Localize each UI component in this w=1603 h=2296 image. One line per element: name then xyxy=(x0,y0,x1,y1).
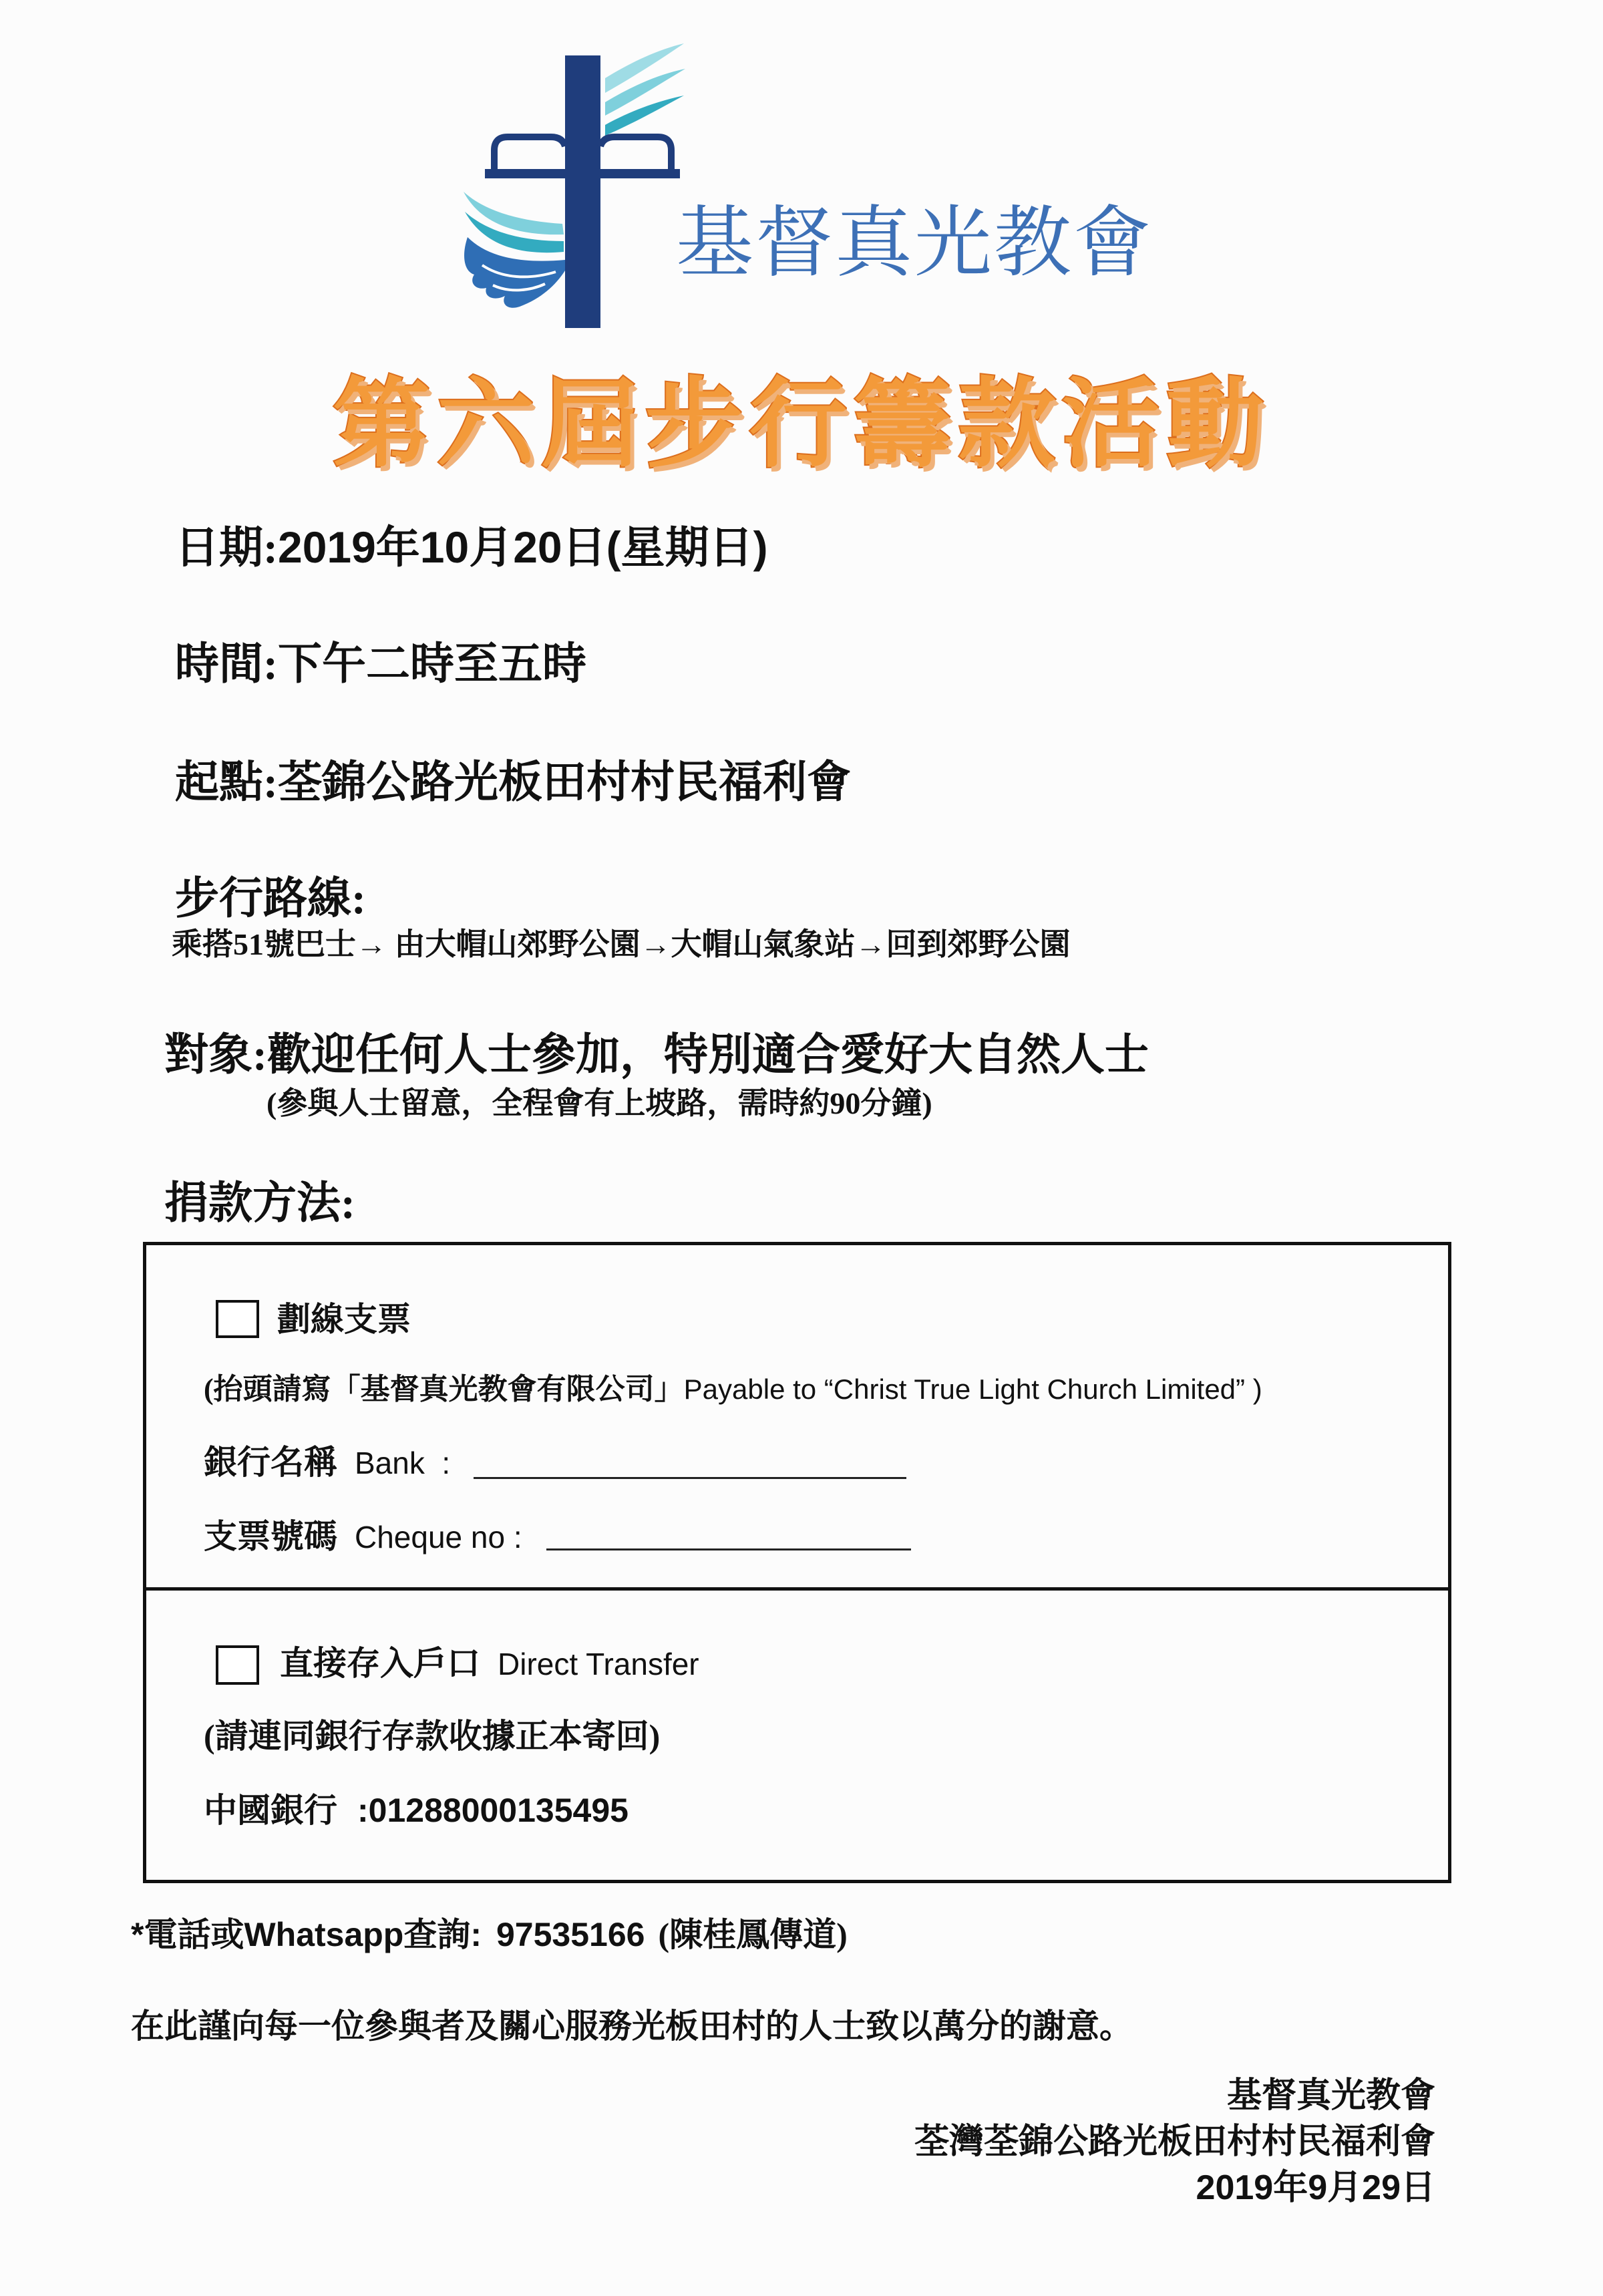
route-label: 步行路線: xyxy=(175,874,366,923)
cheque-no-blank[interactable] xyxy=(546,1528,911,1550)
audience-label: 對象: xyxy=(164,1031,267,1080)
transfer-checkbox[interactable] xyxy=(216,1645,259,1685)
bank-account-row xyxy=(204,1790,629,1830)
cheque-no-label-en: Cheque no : xyxy=(355,1520,522,1554)
bank-name-blank[interactable] xyxy=(474,1457,906,1479)
payable-line xyxy=(204,1372,1262,1408)
route-description: 乘搭51號巴士→ 由大帽山郊野公園→大帽山氣象站→回到郊野公園 xyxy=(172,927,1071,961)
cross-icon xyxy=(565,55,600,328)
bank-account-name: 中國銀行 xyxy=(204,1792,337,1829)
start-point-row xyxy=(175,756,851,809)
enquiry-phone: 97535166 xyxy=(496,1916,645,1953)
enquiry-row xyxy=(131,1915,848,1955)
date-value: 2019年10月20日(星期日) xyxy=(277,522,768,572)
transfer-label xyxy=(280,1643,699,1683)
transfer-note: (請連同銀行存款收據正本寄回) xyxy=(204,1717,661,1755)
cheque-no-row xyxy=(204,1516,522,1556)
thanks-message: 在此謹向每一位參與者及關心服務光板田村的人士致以萬分的謝意。 xyxy=(131,2007,1133,2045)
event-title: 第六屆步行籌款活動 xyxy=(333,367,1270,481)
transfer-label-en: Direct Transfer xyxy=(498,1647,699,1681)
payable-en: Payable to “Christ True Light Church Limited” ) xyxy=(683,1373,1262,1405)
donation-box-divider xyxy=(143,1587,1451,1591)
audience-row xyxy=(164,1029,1149,1082)
time-label: 時間: xyxy=(175,640,278,689)
date-row xyxy=(175,521,768,575)
signature-date: 2019年9月29日 xyxy=(1196,2168,1435,2207)
bank-name-label-cn: 銀行名稱 xyxy=(204,1444,337,1481)
enquiry-contact: (陳桂鳳傳道) xyxy=(658,1916,848,1953)
time-value: 下午二時至五時 xyxy=(277,640,586,689)
donation-heading: 捐款方法: xyxy=(164,1179,355,1228)
start-point-value: 荃錦公路光板田村村民福利會 xyxy=(277,758,851,807)
audience-value: 歡迎任何人士參加，特別適合愛好大自然人士 xyxy=(266,1031,1149,1080)
signature-org2: 荃灣荃錦公路光板田村村民福利會 xyxy=(914,2123,1435,2161)
dove-icon xyxy=(464,192,565,308)
time-row xyxy=(175,638,586,691)
bank-account-number: :01288000135495 xyxy=(357,1792,629,1829)
church-name: 基督真光教會 xyxy=(676,198,1153,288)
church-logo xyxy=(441,37,721,337)
cheque-no-label-cn: 支票號碼 xyxy=(204,1518,337,1555)
audience-note: (參與人士留意，全程會有上坡路，需時約90分鐘) xyxy=(266,1086,932,1120)
payable-cn: (抬頭請寫「基督真光教會有限公司」 xyxy=(204,1373,684,1406)
flame-icon xyxy=(605,43,685,136)
transfer-label-cn: 直接存入戶口 xyxy=(280,1645,480,1682)
cheque-label: 劃線支票 xyxy=(277,1301,411,1338)
enquiry-label: *電話或Whatsapp查詢: xyxy=(131,1916,482,1953)
bank-name-row xyxy=(204,1442,450,1482)
cheque-checkbox[interactable] xyxy=(216,1300,259,1338)
signature-org1: 基督真光教會 xyxy=(1226,2077,1435,2115)
start-point-label: 起點: xyxy=(175,758,278,807)
date-label: 日期: xyxy=(175,524,278,572)
bank-name-label-en: Bank : xyxy=(355,1446,451,1480)
